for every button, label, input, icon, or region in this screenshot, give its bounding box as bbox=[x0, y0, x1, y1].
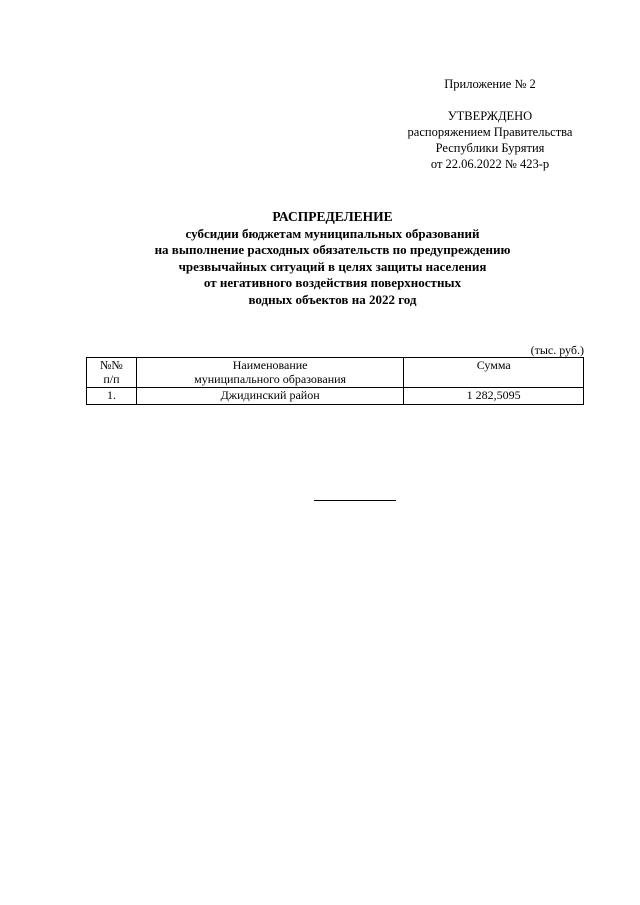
approval-block bbox=[380, 76, 600, 172]
header-number-line1: №№ bbox=[99, 358, 123, 372]
allocation-table bbox=[86, 357, 584, 405]
header-number bbox=[87, 358, 137, 388]
header-name-line1: Наименование bbox=[232, 358, 308, 372]
title-line: субсидии бюджетам муниципальных образований bbox=[185, 225, 480, 241]
row-sum: 1 282,5095 bbox=[404, 388, 584, 405]
order-date: от 22.06.2022 № 423-р bbox=[430, 157, 550, 171]
header-number-line2: п/п bbox=[103, 371, 120, 386]
title-line: от негативного воздействия поверхностных bbox=[203, 275, 462, 291]
approved-stamp-text: УТВЕРЖДЕНО bbox=[447, 109, 533, 123]
header-name bbox=[136, 358, 403, 388]
header-name-line2: муниципального образования bbox=[194, 371, 347, 386]
document-title bbox=[60, 209, 605, 309]
title-line: на выполнение расходных обязательств по предупреждению bbox=[154, 242, 511, 258]
header-sum-label: Сумма bbox=[476, 358, 511, 372]
units-note: (тыс. руб.) bbox=[530, 343, 584, 357]
row-number: 1. bbox=[87, 388, 137, 405]
table-header-row bbox=[87, 358, 584, 388]
title-line: водных объектов на 2022 год bbox=[248, 291, 417, 307]
order-issuer-line2: Республики Бурятия bbox=[435, 141, 545, 155]
table-row bbox=[87, 388, 584, 405]
annex-number: Приложение № 2 bbox=[444, 77, 536, 91]
row-name: Джидинский район bbox=[136, 388, 403, 405]
end-divider bbox=[314, 500, 396, 501]
order-issuer-line1: распоряжением Правительства bbox=[407, 125, 573, 139]
title-line: чрезвычайных ситуаций в целях защиты населения bbox=[178, 258, 487, 274]
header-sum bbox=[404, 358, 584, 388]
title-main: РАСПРЕДЕЛЕНИЕ bbox=[272, 209, 393, 224]
